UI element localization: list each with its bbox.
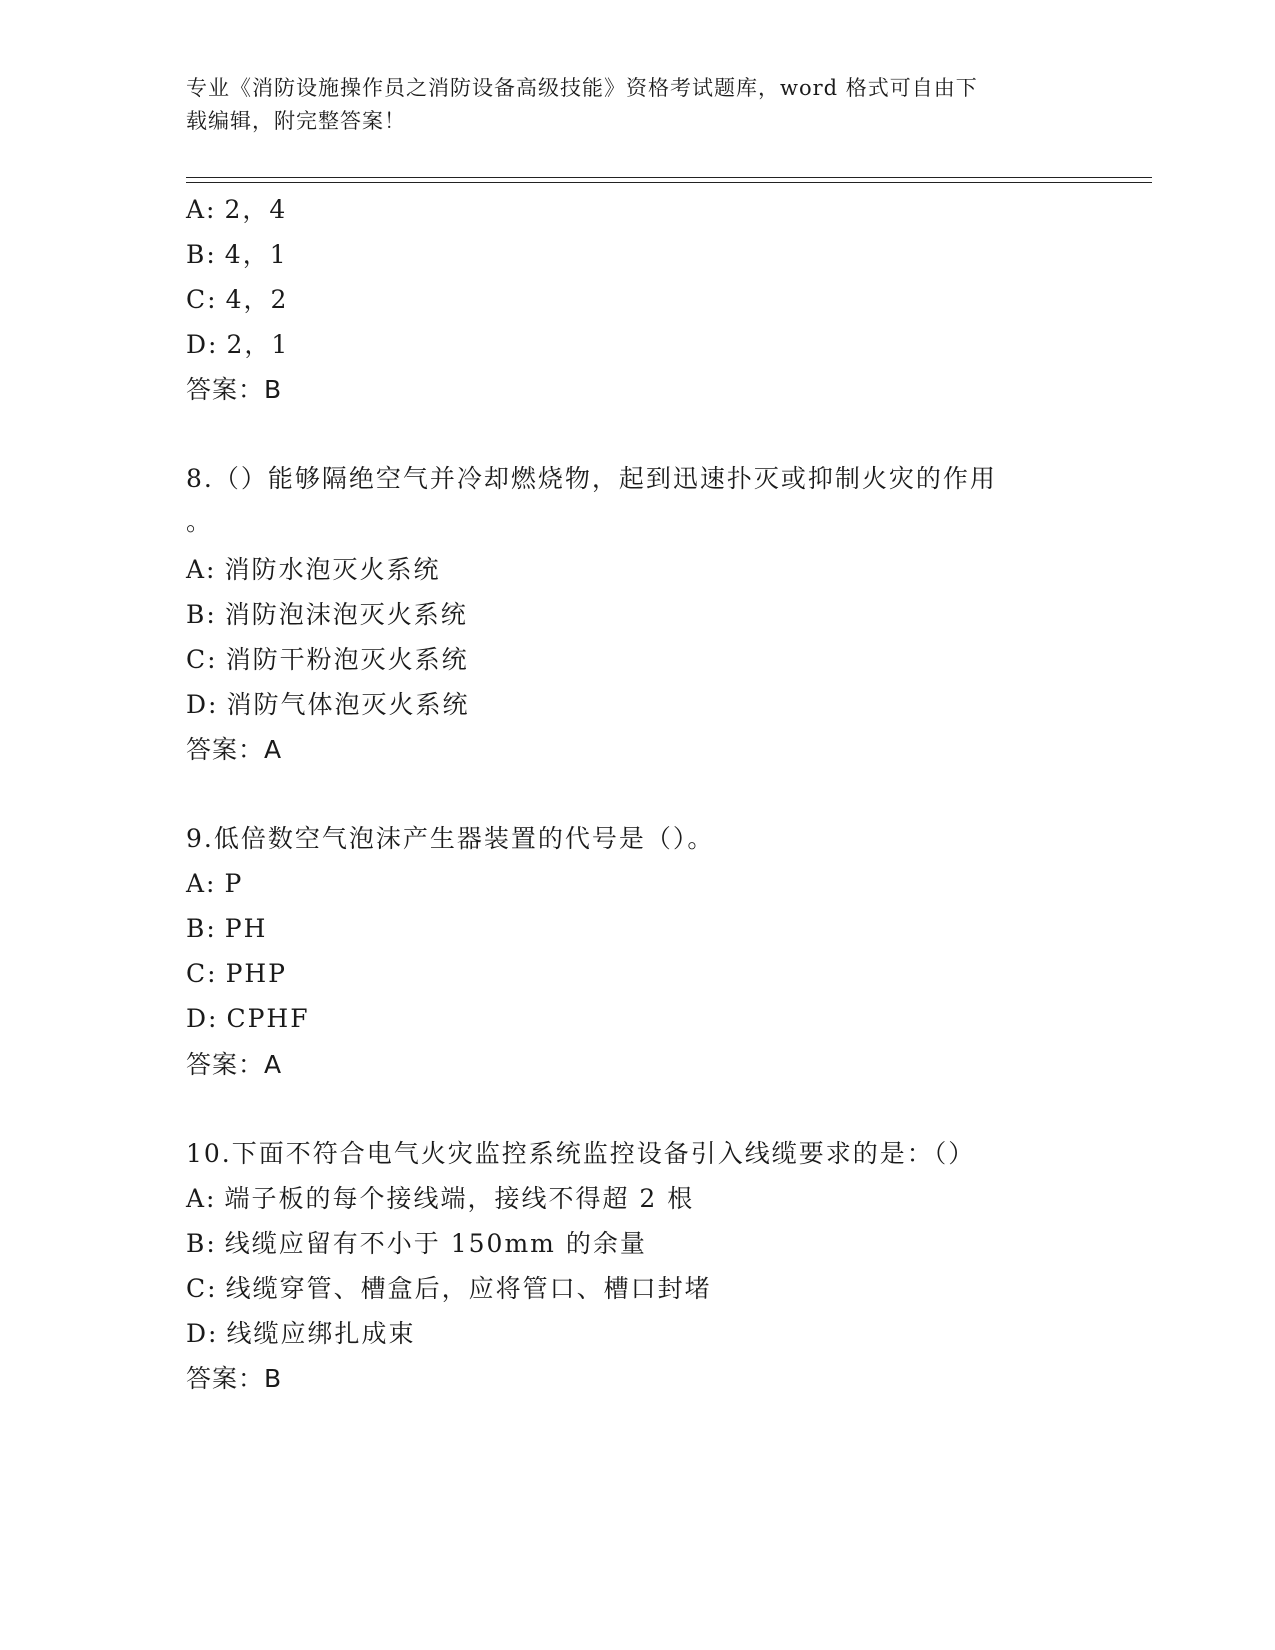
option-a [186,1184,694,1214]
option-letter: A: [186,555,217,584]
option-text: 2，4 [224,195,288,224]
option-letter: C: [186,959,218,988]
header-line-2: 载编辑，附完整答案！ [186,109,406,133]
option-text: 线缆穿管、槽盒后，应将管口、槽口封堵 [225,1274,712,1303]
option-a [186,555,441,585]
option-letter: A: [186,195,217,224]
option-text: CPHF [226,1004,310,1033]
option-letter: C: [186,645,218,674]
question-stem: 10.下面不符合电气火灾监控系统监控设备引入线缆要求的是：（） [186,1139,976,1168]
option-b [186,240,288,270]
option-text: 端子板的每个接线端，接线不得超 2 根 [224,1184,695,1213]
option-text: PHP [225,959,288,988]
option-letter: D: [186,1004,219,1033]
option-letter: C: [186,1274,218,1303]
option-letter: D: [186,330,219,359]
option-letter: D: [186,690,219,719]
option-letter: B: [186,240,217,269]
answer: 答案：A [186,735,283,764]
option-letter: D: [186,1319,219,1348]
option-letter: A: [186,869,217,898]
option-b [186,600,468,630]
answer: 答案：B [186,375,283,404]
option-text: 消防气体泡灭火系统 [226,690,470,719]
option-letter: B: [186,600,217,629]
option-text: 消防水泡灭火系统 [224,555,441,584]
option-b [186,914,267,944]
option-letter: B: [186,1229,217,1258]
option-c [186,285,288,315]
option-d [186,1004,310,1034]
answer: 答案：A [186,1050,283,1079]
option-text: 线缆应留有不小于 150mm 的余量 [224,1229,647,1258]
option-text: 2，1 [226,330,290,359]
option-a [186,195,287,225]
option-text: 4，2 [225,285,289,314]
option-d [186,330,289,360]
option-text: P [224,869,244,898]
option-text: 消防泡沫泡灭火系统 [224,600,468,629]
option-letter: A: [186,1184,217,1213]
document-header [186,72,1066,138]
header-line-1: 专业《消防设施操作员之消防设备高级技能》资格考试题库，word 格式可自由下 [186,76,978,100]
question-stem-continued: 。 [186,507,214,536]
question-stem: 9.低倍数空气泡沫产生器装置的代号是（）。 [186,824,715,853]
header-divider-top [186,177,1152,178]
option-d [186,690,469,720]
option-d [186,1319,415,1349]
header-divider-bottom [186,182,1152,183]
option-text: 4，1 [224,240,288,269]
option-c [186,645,469,675]
option-c [186,1274,712,1304]
option-letter: B: [186,914,217,943]
option-text: 消防干粉泡灭火系统 [225,645,469,674]
option-text: PH [224,914,268,943]
answer: 答案：B [186,1364,283,1393]
option-letter: C: [186,285,218,314]
option-b [186,1229,647,1259]
option-c [186,959,287,989]
option-text: 线缆应绑扎成束 [226,1319,416,1348]
question-stem: 8.（）能够隔绝空气并冷却燃烧物，起到迅速扑灭或抑制火灾的作用 [186,464,997,493]
option-a [186,869,243,899]
